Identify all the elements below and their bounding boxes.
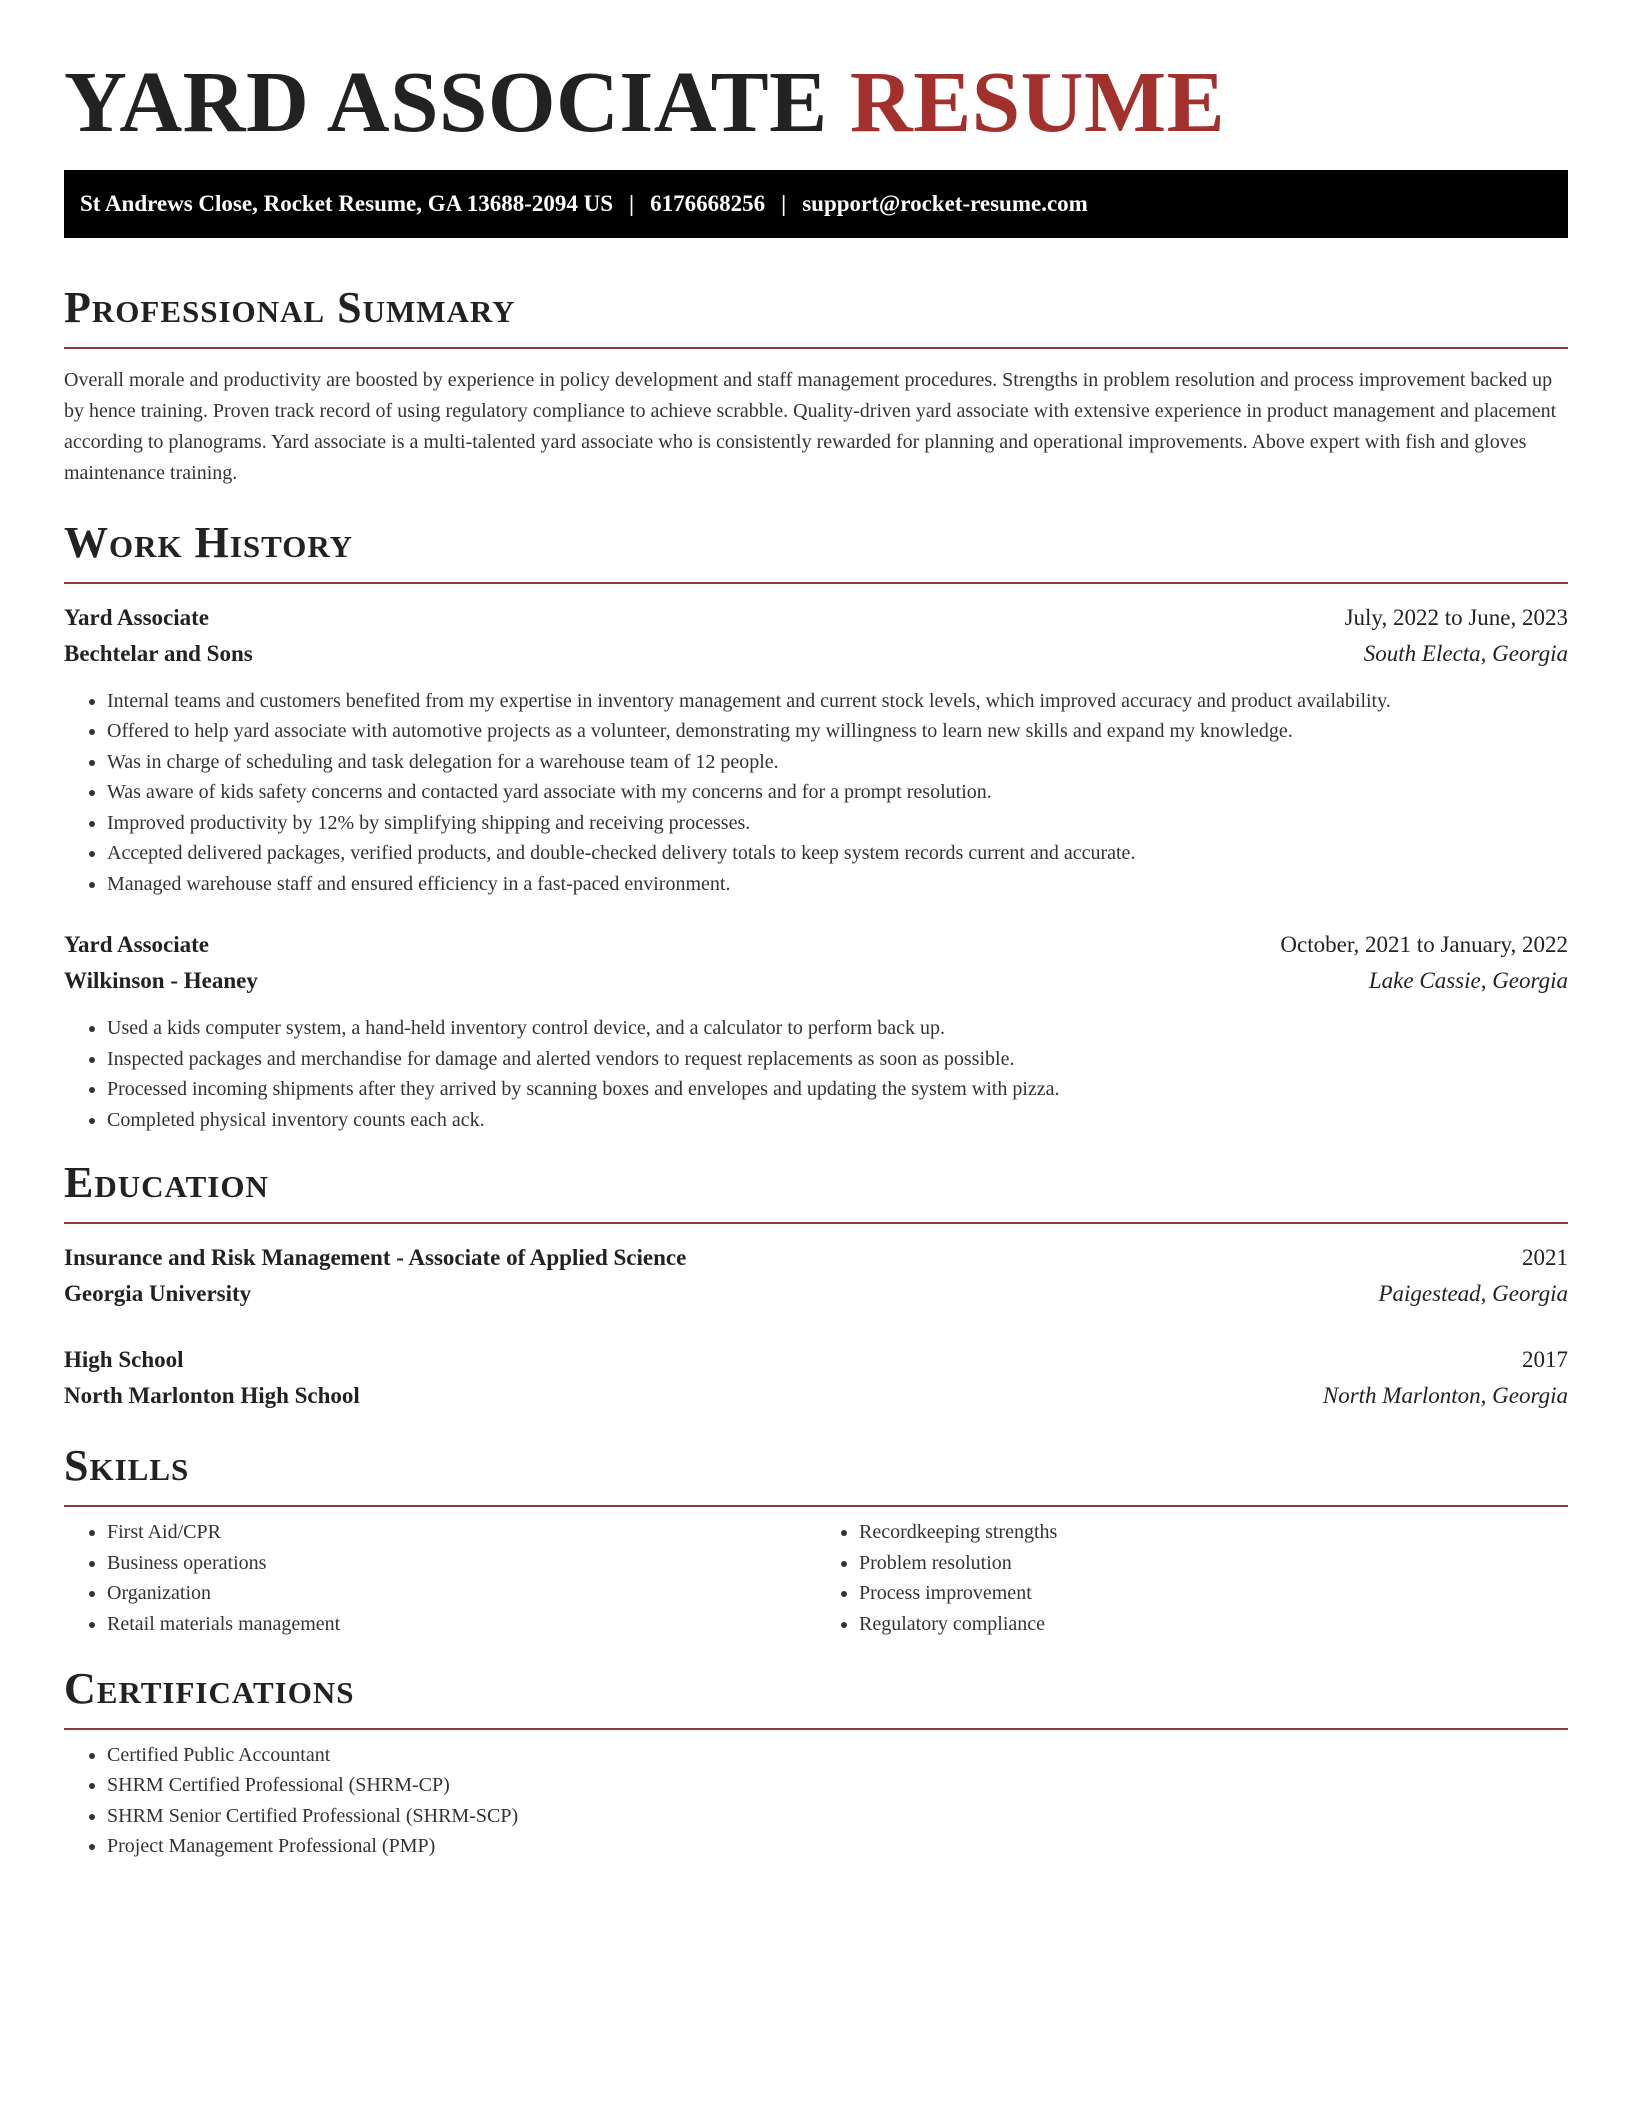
education-school-row: [64, 1276, 1568, 1312]
certification-item: • SHRM Senior Certified Professional (SHRM-SCP): [107, 1801, 1568, 1832]
education-school-row: [64, 1378, 1568, 1414]
job-bullet: • Processed incoming shipments after they arrived by scanning boxes and envelopes and updating the system with pizza.: [107, 1074, 1568, 1105]
contact-bar: [64, 170, 1568, 238]
certification-item: • SHRM Certified Professional (SHRM-CP): [107, 1770, 1568, 1801]
job-bullet: • Was aware of kids safety concerns and contacted yard associate with my concerns and for a prompt resolution.: [107, 777, 1568, 808]
skill-item: • First Aid/CPR: [107, 1517, 816, 1548]
section-heading: Work History: [64, 518, 354, 568]
job-location: South Electa, Georgia: [1363, 640, 1568, 666]
summary-section: [64, 282, 1568, 489]
title-main: YARD ASSOCIATE: [64, 53, 828, 150]
skill-item: • Process improvement: [859, 1578, 1568, 1609]
job-bullets: [64, 1013, 1568, 1135]
section-divider: [64, 1222, 1568, 1224]
section-divider: [64, 1505, 1568, 1507]
job-entry: [64, 600, 1568, 900]
skill-item: • Business operations: [107, 1548, 816, 1579]
education-location: Paigestead, Georgia: [1378, 1281, 1568, 1307]
section-divider: [64, 582, 1568, 584]
section-divider: [64, 347, 1568, 349]
section-heading: Education: [64, 1158, 269, 1208]
job-bullet: • Inspected packages and merchandise for damage and alerted vendors to request replacements as soon as possible.: [107, 1044, 1568, 1075]
contact-phone[interactable]: 6176668256: [650, 191, 766, 217]
job-bullet: • Completed physical inventory counts each ack.: [107, 1105, 1568, 1136]
job-company: Wilkinson - Heaney: [64, 968, 258, 994]
education-entry: [64, 1240, 1568, 1312]
job-bullet: • Accepted delivered packages, verified products, and double-checked delivery totals to keep system records current and accurate.: [107, 838, 1568, 869]
job-dates: October, 2021 to January, 2022: [1280, 932, 1568, 958]
education-section: [64, 1157, 1568, 1414]
summary-text: Overall morale and productivity are boosted by experience in policy development and staff management procedures. Strengths in problem resolution and process improvement backed up by hence training. Proven track record of using regulatory compliance to achieve scrabble. Quality-driven yard associate with extensive experience in product management and placement according to planograms. Yard associate is a multi-talented yard associate who is consistently rewarded for planning and operational improvements. Above expert with fish and gloves maintenance training.: [64, 369, 1557, 485]
certification-item: • Certified Public Accountant: [107, 1740, 1568, 1771]
education-header-row: [64, 1342, 1568, 1378]
job-company: Bechtelar and Sons: [64, 640, 253, 666]
education-school: Georgia University: [64, 1281, 252, 1307]
skill-item: • Recordkeeping strengths: [859, 1517, 1568, 1548]
education-location: North Marlonton, Georgia: [1322, 1383, 1568, 1409]
job-entry: [64, 927, 1568, 1135]
job-bullet: • Offered to help yard associate with automotive projects as a volunteer, demonstrating my willingness to learn new skills and expand my knowledge.: [107, 716, 1568, 747]
job-company-row: [64, 636, 1568, 672]
skills-grid: [64, 1517, 1568, 1639]
contact-separator: |: [781, 191, 787, 217]
section-heading: Certifications: [64, 1664, 355, 1714]
education-degree: Insurance and Risk Management - Associate of Applied Science: [64, 1245, 687, 1271]
section-divider: [64, 1728, 1568, 1730]
skill-item: • Retail materials management: [107, 1609, 816, 1640]
job-bullet: • Improved productivity by 12% by simplifying shipping and receiving processes.: [107, 808, 1568, 839]
work-history-section: [64, 517, 1568, 1135]
section-heading: Professional Summary: [64, 283, 516, 333]
certification-item: • Project Management Professional (PMP): [107, 1831, 1568, 1862]
skills-section: [64, 1440, 1568, 1639]
title-accent: RESUME: [849, 53, 1226, 150]
skill-item: • Organization: [107, 1578, 816, 1609]
skills-list-left: [64, 1517, 816, 1639]
job-header-row: [64, 927, 1568, 963]
job-header-row: [64, 600, 1568, 636]
education-degree: High School: [64, 1347, 184, 1373]
job-company-row: [64, 963, 1568, 999]
skill-item: • Problem resolution: [859, 1548, 1568, 1579]
education-school: North Marlonton High School: [64, 1383, 360, 1409]
job-location: Lake Cassie, Georgia: [1368, 968, 1568, 994]
job-title: Yard Associate: [64, 932, 210, 958]
contact-email[interactable]: support@rocket-resume.com: [802, 191, 1088, 217]
job-bullet: • Managed warehouse staff and ensured efficiency in a fast-paced environment.: [107, 869, 1568, 900]
resume-title: [64, 50, 1568, 154]
education-header-row: [64, 1240, 1568, 1276]
job-dates: July, 2022 to June, 2023: [1344, 604, 1568, 630]
education-year: 2021: [1522, 1245, 1568, 1271]
certifications-list: [64, 1740, 1568, 1862]
contact-separator: |: [629, 191, 635, 217]
job-bullet: • Used a kids computer system, a hand-held inventory control device, and a calculator to perform back up.: [107, 1013, 1568, 1044]
section-heading: Skills: [64, 1441, 190, 1491]
skill-item: • Regulatory compliance: [859, 1609, 1568, 1640]
certifications-section: [64, 1663, 1568, 1862]
job-bullets: [64, 686, 1568, 900]
skills-list-right: [816, 1517, 1568, 1639]
contact-address: St Andrews Close, Rocket Resume, GA 13688-2094 US: [80, 191, 614, 217]
education-year: 2017: [1522, 1347, 1568, 1373]
education-entry: [64, 1342, 1568, 1414]
job-bullet: • Internal teams and customers benefited from my expertise in inventory management and current stock levels, which improved accuracy and product availability.: [107, 686, 1568, 717]
job-title: Yard Associate: [64, 604, 210, 630]
job-bullet: • Was in charge of scheduling and task delegation for a warehouse team of 12 people.: [107, 747, 1568, 778]
